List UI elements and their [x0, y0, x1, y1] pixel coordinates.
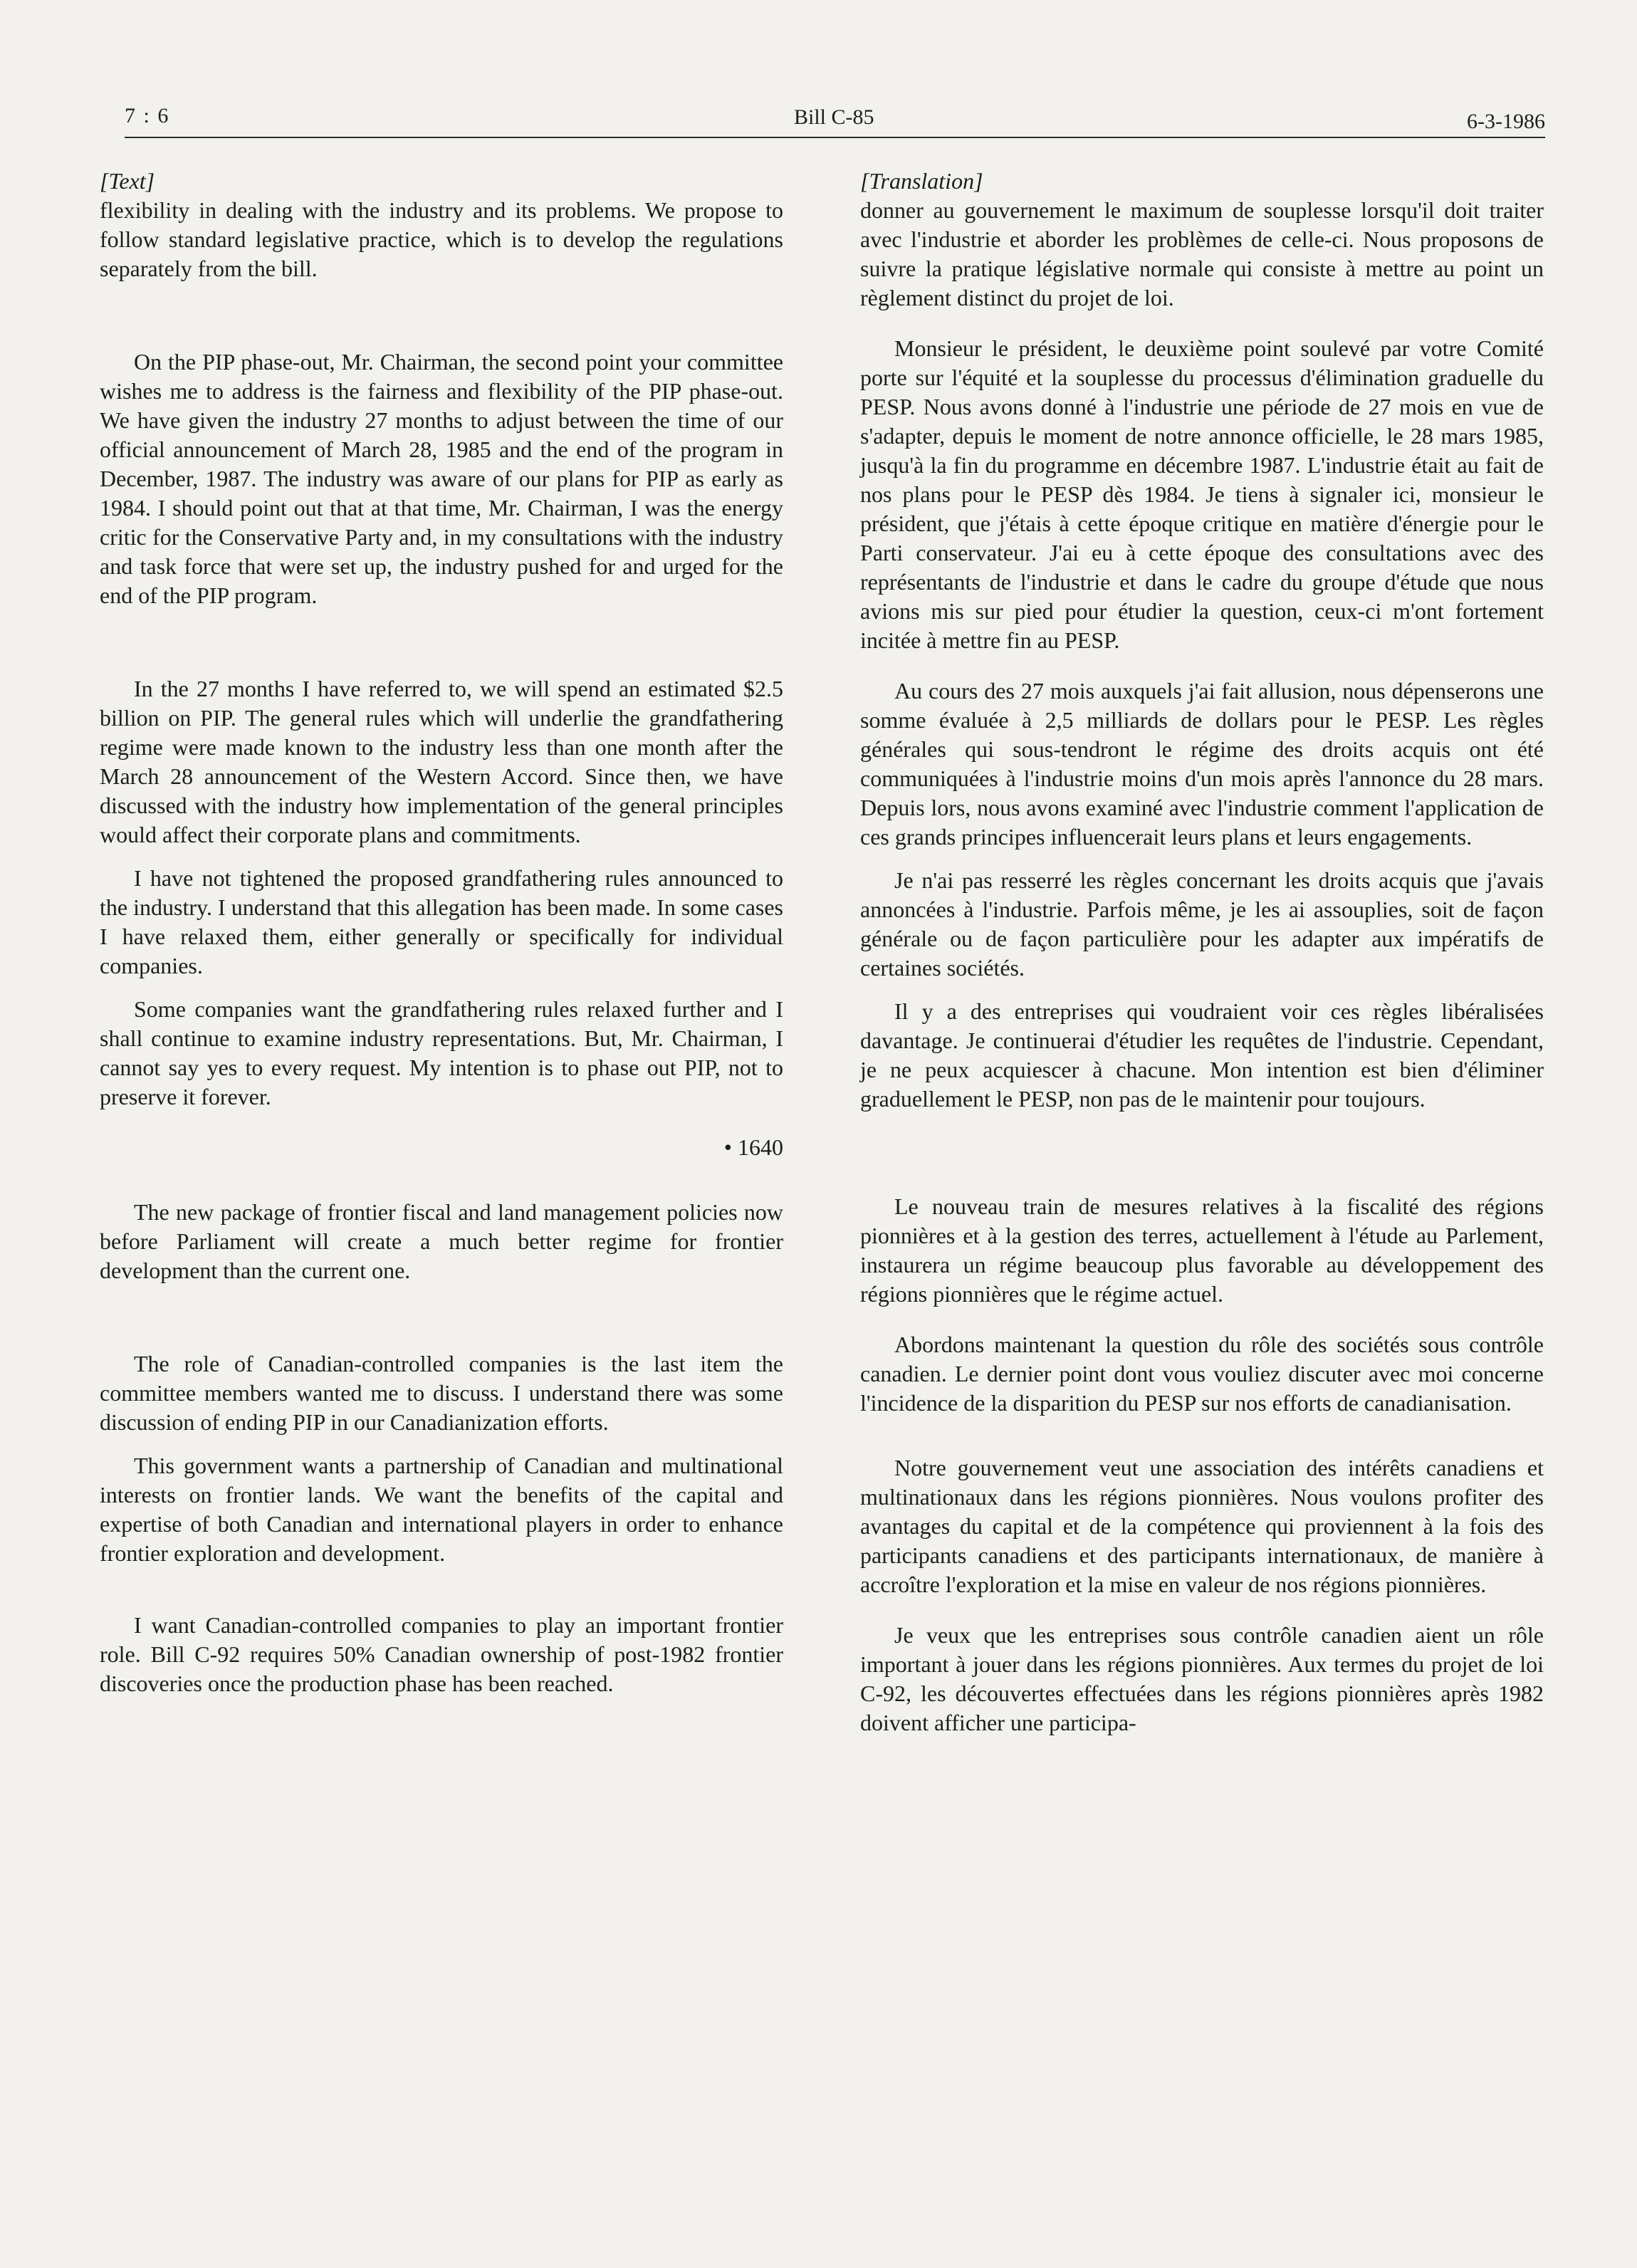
paragraph: The new package of frontier fiscal and land management policies now before Parliament will create a much better regime for frontier development than the current one.	[100, 1199, 783, 1283]
page-date: 6-3-1986	[1467, 110, 1545, 133]
paragraph: The role of Canadian-controlled companies is the last item the committee members wanted me to discuss. I understand there was some discussion of ending PIP in our Canadianization efforts.	[100, 1351, 783, 1435]
paragraph: Le nouveau train de mesures relatives à la fiscalité des régions pionnières et à la gestion des terres, actuellement à l'étude au Parlement, instaurera un régime beaucoup plus favorable au développement des régions pionnières que le régime actuel.	[860, 1193, 1544, 1307]
paragraph: Il y a des entreprises qui voudraient voir ces règles libéralisées davantage. Je continuerai d'étudier les requêtes de l'industrie. Cependant, je ne peux acquiescer à chacune. Mon intention est bien d'éliminer graduellement le PESP, non pas de le maintenir pour toujours.	[860, 998, 1544, 1112]
paragraph: On the PIP phase-out, Mr. Chairman, the second point your committee wishes me to address is the fairness and flexibility of the PIP phase-out. We have given the industry 27 months to adjust between the time of our official announcement of March 28, 1985 and the end of the program in December, 1987. The industry was aware of our plans for PIP as early as 1984. I should point out that at that time, Mr. Chairman, I was the energy critic for the Conservative Party and, in my consultations with the industry and task force that were set up, the industry pushed for and urged for the end of the PIP program.	[100, 349, 783, 608]
header-rule	[125, 137, 1545, 138]
text-label: [Text]	[100, 168, 155, 194]
paragraph: Abordons maintenant la question du rôle des sociétés sous contrôle canadien. Le dernier point dont vous vouliez discuter avec moi concerne l'incidence de la disparition du PESP sur nos efforts de canadianisation.	[860, 1332, 1544, 1416]
english-column	[100, 167, 783, 1698]
page-header	[125, 100, 1545, 135]
paragraph: Je n'ai pas resserré les règles concernant les droits acquis que j'avais annoncées à l'industrie. Parfois même, je les ai assouplies, soit de façon générale ou de façon particulière pour les adapter aux impératifs de certaines sociétés.	[860, 867, 1544, 981]
paragraph: Monsieur le président, le deuxième point soulevé par votre Comité porte sur l'équité et la souplesse du processus d'élimination graduelle du PESP. Nous avons donné à l'industrie une période de 27 mois en vue de s'adapter, depuis le moment de notre annonce officielle, le 28 mars 1985, jusqu'à la fin du programme en décembre 1987. L'industrie était au fait de nos plans pour le PESP dès 1984. Je tiens à signaler ici, monsieur le président, que j'étais à cette époque critique en matière d'énergie pour le Parti conservateur. J'ai eu à cette époque des consultations avec des représentants de l'industrie et dans le cadre du groupe d'étude que nous avions mis sur pied pour étudier la question, ceux-ci m'ont fortement incitée à mettre fin au PESP.	[860, 335, 1544, 653]
paragraph: I want Canadian-controlled companies to play an important frontier role. Bill C-92 requires 50% Canadian ownership of post-1982 frontier discoveries once the production phase has been reached.	[100, 1612, 783, 1696]
time-marker: • 1640	[723, 1134, 783, 1160]
paragraph: donner au gouvernement le maximum de souplesse lorsqu'il doit traiter avec l'industrie et aborder les problèmes de celle-ci. Nous proposons de suivre la pratique législative normale qui consiste à mettre au point un règlement distinct du projet de loi.	[860, 197, 1544, 310]
paragraph: Notre gouvernement veut une association des intérêts canadiens et multinationaux dans les régions pionnières. Nous voulons profiter des avantages du capital et de la compétence qui proviennent à la fois des participants canadiens et des participants internationaux, de manière à accroître l'exploration et la mise en valeur de nos régions pionnières.	[860, 1455, 1544, 1597]
paragraph: flexibility in dealing with the industry and its problems. We propose to follow standard legislative practice, which is to develop the regulations separately from the bill.	[100, 197, 783, 281]
paragraph: Au cours des 27 mois auxquels j'ai fait allusion, nous dépenserons une somme évaluée à 2,5 milliards de dollars pour le PESP. Les règles générales qui sous-tendront le régime des droits acquis ont été communiquées à l'industrie moins d'un mois après l'annonce du 28 mars. Depuis lors, nous avons examiné avec l'industrie comment l'application de ces grands principes influencerait leurs plans et leurs engagements.	[860, 678, 1544, 850]
paragraph: In the 27 months I have referred to, we will spend an estimated $2.5 billion on PIP. The general rules which will underlie the grandfathering regime were made known to the industry less than one month after the March 28 announcement of the Western Accord. Since then, we have discussed with the industry how implementation of the general principles would affect their corporate plans and commitments.	[100, 676, 783, 847]
page-number: 7 : 6	[125, 104, 170, 127]
paragraph: Some companies want the grandfathering rules relaxed further and I shall continue to examine industry representations. But, Mr. Chairman, I cannot say yes to every request. My intention is to phase out PIP, not to preserve it forever.	[100, 996, 783, 1109]
paragraph: I have not tightened the proposed grandfathering rules announced to the industry. I understand that this allegation has been made. In some cases I have relaxed them, either generally or specifically for individual companies.	[100, 865, 783, 978]
bill-title: Bill C-85	[794, 105, 874, 129]
paragraph: This government wants a partnership of Canadian and multinational interests on frontier lands. We want the benefits of the capital and expertise of both Canadian and international players in order to enhance frontier exploration and development.	[100, 1453, 783, 1566]
translation-label: [Translation]	[860, 168, 983, 194]
french-column	[860, 167, 1544, 1737]
paragraph: Je veux que les entreprises sous contrôle canadien aient un rôle important à jouer dans les régions pionnières. Aux termes du projet de loi C-92, les découvertes effectuées dans les régions pionnières après 1982 doivent afficher une participa-	[860, 1622, 1544, 1735]
